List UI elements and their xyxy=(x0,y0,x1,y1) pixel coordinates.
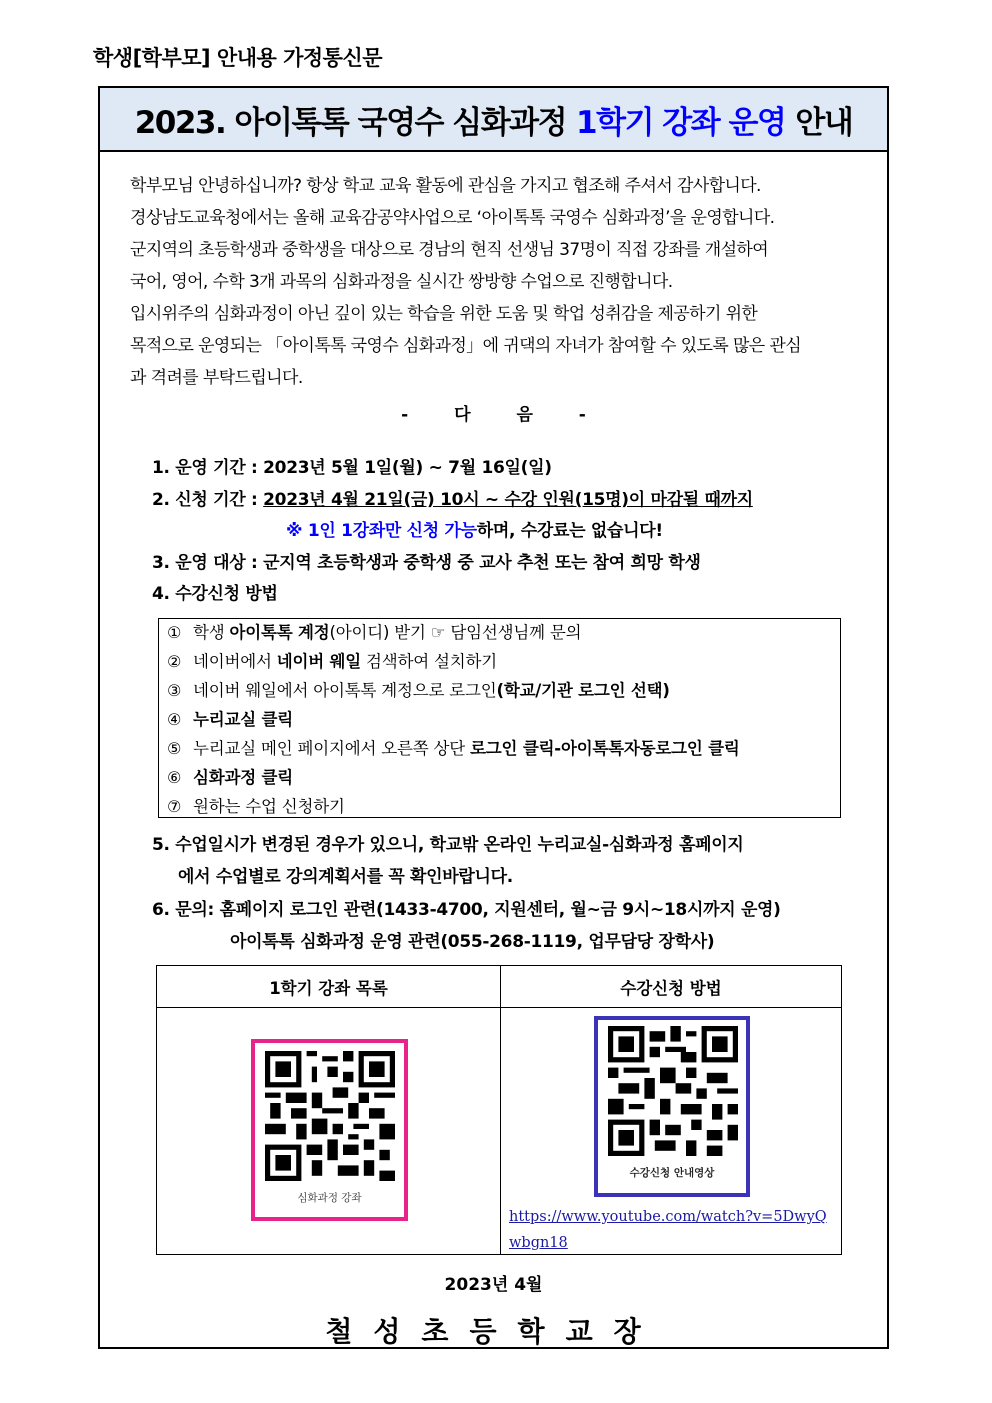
item-period xyxy=(152,453,552,478)
page-title xyxy=(100,88,887,152)
item-label: 2. 신청 기간 : xyxy=(152,490,258,510)
issue-date: 2023년 4월 xyxy=(444,1275,543,1295)
note-highlight: ※ 1인 1강좌만 신청 가능 xyxy=(286,521,477,541)
document-type-label: 학생[학부모] 안내용 가정통신문 xyxy=(93,46,383,70)
item-value: 2023년 4월 21일(금) 10시 ~ 수강 인원(15명)이 마감될 때까지 xyxy=(263,490,753,510)
title-part1: 2023. 아이톡톡 국영수 심화과정 xyxy=(134,104,567,141)
how-to-apply-qr[interactable] xyxy=(594,1016,750,1197)
intro-line: 경상남도교육청에서는 올해 교육감공약사업으로 ‘아이톡톡 국영수 심화과정’을 운영합니다. xyxy=(130,208,775,228)
qr-code-icon xyxy=(265,1051,395,1181)
qr-header-how-to-apply: 수강신청 방법 xyxy=(501,966,841,1008)
item-how-to-apply xyxy=(152,579,278,604)
item-value: 군지역 초등학생과 중학생 중 교사 추천 또는 참여 희망 학생 xyxy=(263,553,701,573)
intro-line: 과 격려를 부탁드립니다. xyxy=(130,368,303,388)
school-signature: 철성초등학교장 xyxy=(325,1315,662,1348)
table-divider xyxy=(500,966,501,1254)
item-target xyxy=(152,548,701,573)
qr-caption: 심화과정 강좌 xyxy=(297,1192,362,1204)
item-label: 3. 운영 대상 : xyxy=(152,553,258,573)
title-part3: 안내 xyxy=(795,104,853,141)
item-contact: 6. 문의: 홈페이지 로그인 관련(1433-4700, 지원센터, 월~금 9시~18시까지 운영) xyxy=(152,900,781,920)
qr-header-course-list: 1학기 강좌 목록 xyxy=(157,966,500,1008)
course-list-qr[interactable] xyxy=(251,1039,408,1221)
application-steps-box xyxy=(158,618,841,818)
step-7: ⑦ 원하는 수업 신청하기 xyxy=(167,797,345,816)
item-schedule-notice-cont: 에서 수업별로 강의계획서를 꼭 확인바랍니다. xyxy=(178,867,513,887)
qr-caption: 수강신청 안내영상 xyxy=(629,1167,715,1179)
youtube-link[interactable]: https://www.youtube.com/watch?v=5DwyQwbgn18 xyxy=(509,1209,827,1251)
item-label: 1. 운영 기간 : xyxy=(152,458,258,478)
step-1: ① 학생 아이톡톡 계정(아이디) 받기 ☞ 담임선생님께 문의 xyxy=(167,623,582,642)
intro-line: 국어, 영어, 수학 3개 과목의 심화과정을 실시간 쌍방향 수업으로 진행합니다. xyxy=(130,272,673,292)
item-contact-cont: 아이톡톡 심화과정 운영 관련(055-268-1119, 업무담당 장학사) xyxy=(230,932,715,952)
item-label: 4. 수강신청 방법 xyxy=(152,584,278,604)
intro-line: 입시위주의 심화과정이 아닌 깊이 있는 학습을 위한 도움 및 학업 성취감을 제공하기 위한 xyxy=(130,304,758,324)
title-highlight: 1학기 강좌 운영 xyxy=(576,104,786,141)
intro-line: 목적으로 운영되는 「아이톡톡 국영수 심화과정」에 귀댁의 자녀가 참여할 수 있도록 많은 관심 xyxy=(130,336,802,356)
step-2: ② 네이버에서 네이버 웨일 검색하여 설치하기 xyxy=(167,652,498,671)
intro-line: 학부모님 안녕하십니까? 항상 학교 교육 활동에 관심을 가지고 협조해 주셔서 감사합니다. xyxy=(130,176,761,196)
item-value: 2023년 5월 1일(월) ~ 7월 16일(일) xyxy=(263,458,552,478)
section-heading: - 다 음 - xyxy=(401,405,586,425)
item-note xyxy=(286,516,663,541)
step-4: ④ 누리교실 클릭 xyxy=(167,710,293,729)
intro-paragraph xyxy=(130,170,882,394)
item-application-period xyxy=(152,485,753,510)
step-6: ⑥ 심화과정 클릭 xyxy=(167,768,293,787)
notice-frame xyxy=(98,86,889,1349)
qr-code-icon xyxy=(608,1026,738,1156)
item-schedule-notice: 5. 수업일시가 변경된 경우가 있으니, 학교밖 온라인 누리교실-심화과정 홈페이지 xyxy=(152,835,744,855)
intro-line: 군지역의 초등학생과 중학생을 대상으로 경남의 현직 선생님 37명이 직접 강좌를 개설하여 xyxy=(130,240,769,260)
step-5: ⑤ 누리교실 메인 페이지에서 오른쪽 상단 로그인 클릭-아이톡톡자동로그인 클릭 xyxy=(167,739,740,758)
note-rest: 하며, 수강료는 없습니다! xyxy=(476,521,663,541)
step-3: ③ 네이버 웨일에서 아이톡톡 계정으로 로그인(학교/기관 로그인 선택) xyxy=(167,681,670,700)
qr-table xyxy=(156,965,842,1255)
